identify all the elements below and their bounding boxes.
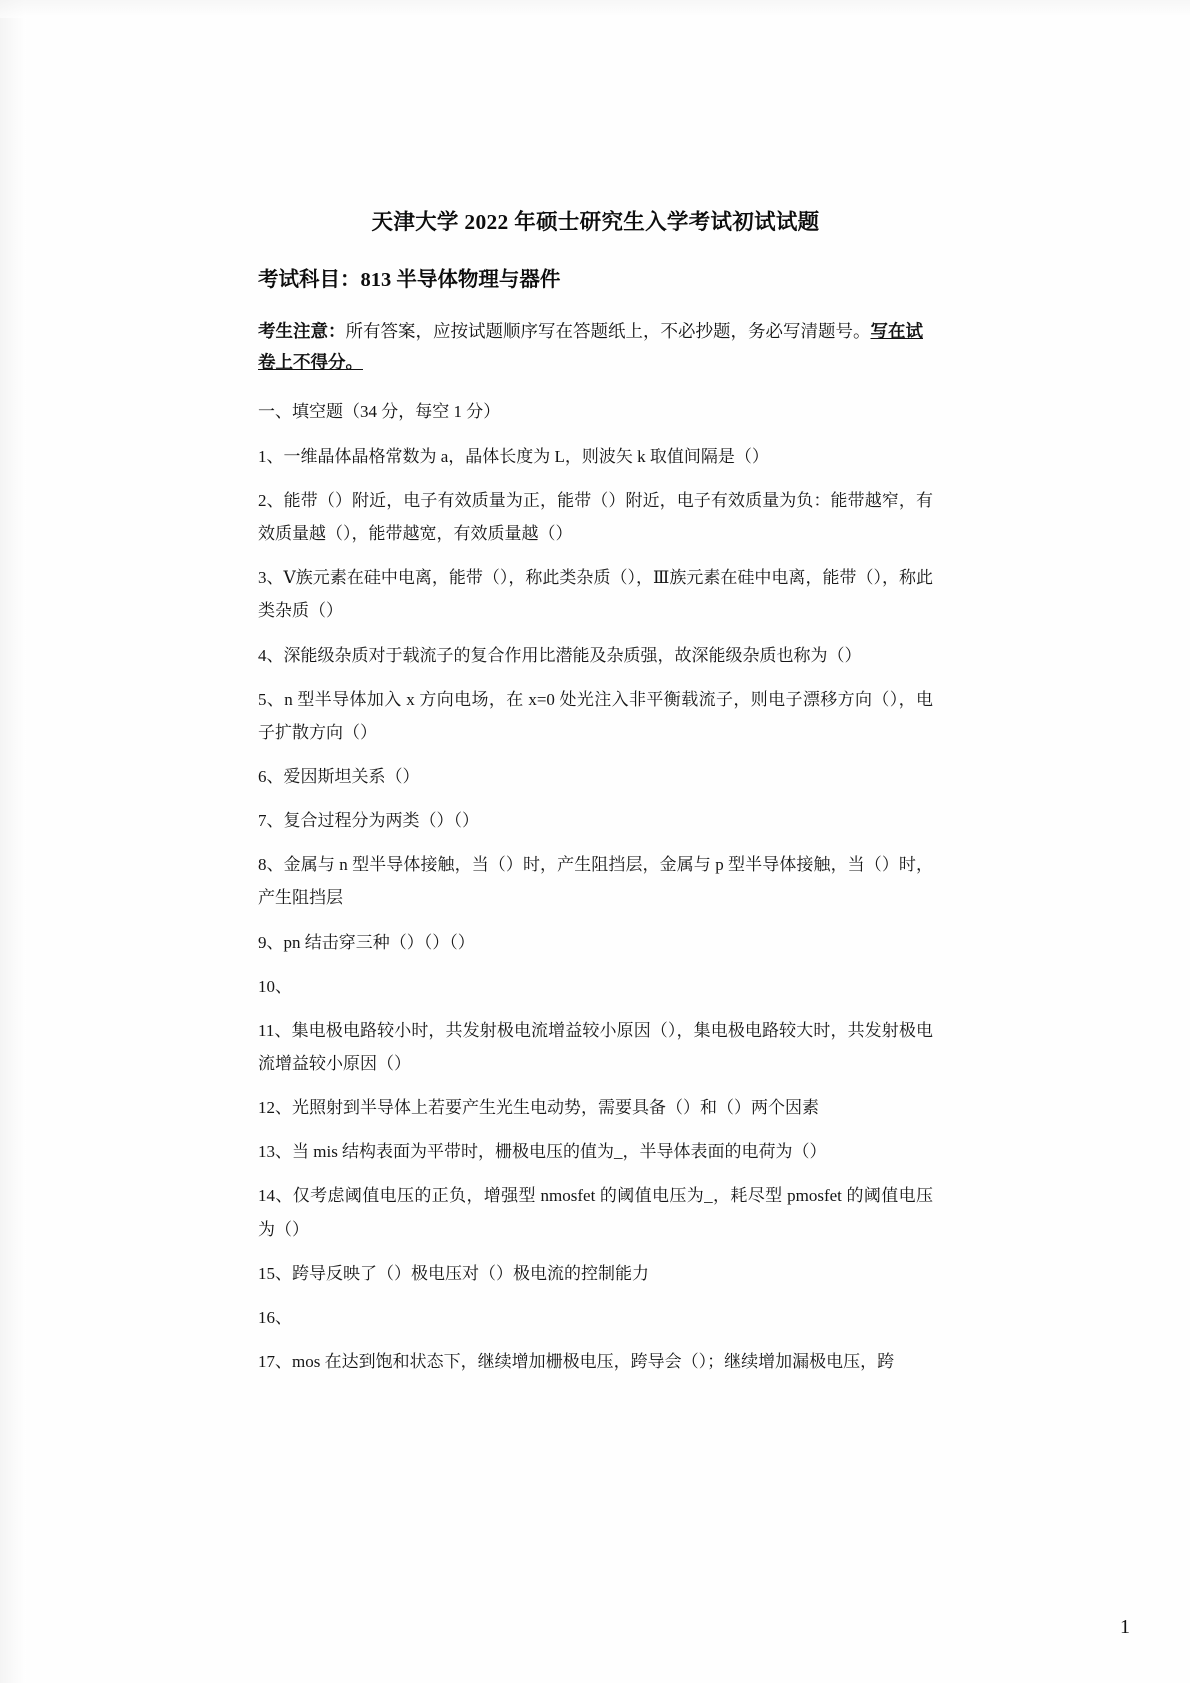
- question-item: 1、一维晶体晶格常数为 a，晶体长度为 L，则波矢 k 取值间隔是（）: [258, 446, 769, 466]
- notice-lead: 考生注意：: [258, 321, 346, 341]
- section-heading-fill-in-blank: 一、填空题（34 分，每空 1 分）: [258, 402, 501, 422]
- document-body: [258, 205, 933, 1389]
- question-item: 4、深能级杂质对于载流子的复合作用比潜能及杂质强，故深能级杂质也称为（）: [258, 645, 862, 665]
- question-item: 15、跨导反映了（）极电压对（）极电流的控制能力: [258, 1263, 649, 1283]
- scan-edge-left: [0, 0, 26, 1683]
- question-item: 16、: [258, 1307, 292, 1327]
- question-item: 11、集电极电路较小时，共发射极电流增益较小原因（），集电极电路较大时，共发射极电流增益较小原因（）: [258, 1020, 933, 1073]
- question-item: 17、mos 在达到饱和状态下，继续增加栅极电压，跨导会（）；继续增加漏极电压，跨: [258, 1351, 895, 1371]
- question-item: 8、金属与 n 型半导体接触，当（）时，产生阻挡层，金属与 p 型半导体接触，当（）时，产生阻挡层: [258, 855, 933, 908]
- notice-underlined: 写在试卷上不得分。: [258, 321, 923, 372]
- exam-notice: [258, 316, 933, 377]
- question-item: 7、复合过程分为两类（）（）: [258, 811, 479, 831]
- question-item: 13、当 mis 结构表面为平带时，栅极电压的值为_，半导体表面的电荷为（）: [258, 1142, 827, 1162]
- question-item: 6、爱因斯坦关系（）: [258, 766, 420, 786]
- page-number: 1: [1120, 1616, 1130, 1638]
- question-item: 2、能带（）附近，电子有效质量为正，能带（）附近，电子有效质量为负：能带越窄，有效质量越（），能带越宽，有效质量越（）: [258, 490, 933, 544]
- subject-line: 考试科目：813 半导体物理与器件: [258, 269, 561, 291]
- page-title: 天津大学 2022 年硕士研究生入学考试初试试题: [371, 210, 820, 234]
- question-item: 12、光照射到半导体上若要产生光生电动势，需要具备（）和（）两个因素: [258, 1098, 819, 1118]
- question-item: 10、: [258, 976, 292, 996]
- question-item: 3、Ⅴ族元素在硅中电离，能带（），称此类杂质（），Ⅲ族元素在硅中电离，能带（），称此类杂质（）: [258, 568, 933, 621]
- question-item: 5、n 型半导体加入 x 方向电场，在 x=0 处光注入非平衡载流子，则电子漂移方向（），电子扩散方向（）: [258, 689, 933, 742]
- scan-edge-top: [0, 0, 1190, 18]
- question-item: 14、仅考虑阈值电压的正负，增强型 nmosfet 的阈值电压为_，耗尽型 pmosfet 的阈值电压为（）: [258, 1186, 933, 1239]
- notice-body: 所有答案，应按试题顺序写在答题纸上，不必抄题，务必写清题号。: [345, 321, 871, 341]
- question-item: 9、pn 结击穿三种（）（）（）: [258, 932, 475, 952]
